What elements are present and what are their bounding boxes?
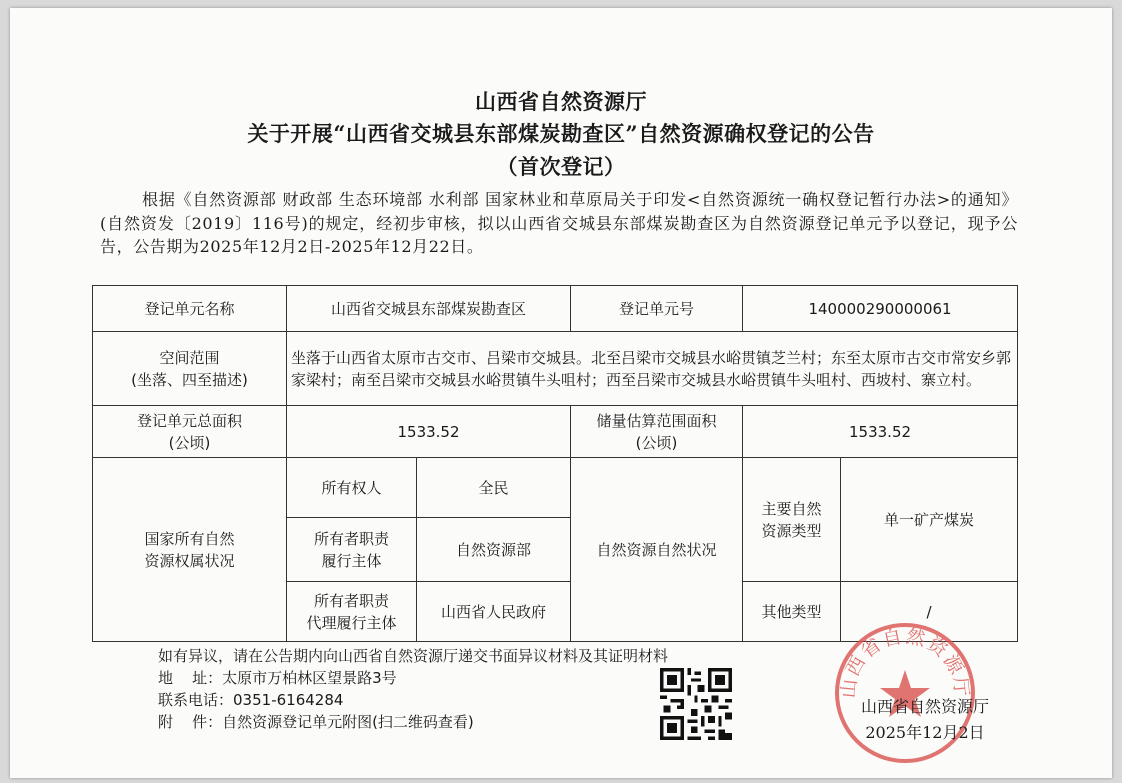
reserve-area-label-line1: 储量估算范围面积 (596, 411, 717, 430)
phone-label: 联系电话： (158, 691, 234, 709)
notice-title: 关于开展“山西省交城县东部煤炭勘查区”自然资源确权登记的公告 (247, 121, 875, 146)
duty-value: 自然资源部 (417, 518, 571, 582)
signature-org: 山西省自然资源厅 (860, 697, 989, 716)
notice-footer (158, 645, 668, 733)
duty-label (287, 518, 417, 582)
address-value: 太原市万柏林区望景路3号 (222, 669, 397, 687)
registration-table (92, 285, 1018, 642)
main-type-value: 单一矿产煤炭 (841, 458, 1018, 582)
duty-label-line2: 履行主体 (321, 551, 382, 570)
signature-date: 2025年12月2日 (865, 723, 985, 742)
scope-label (93, 332, 287, 406)
address-line (158, 667, 668, 689)
issuer-title: 山西省自然资源厅 (475, 89, 647, 114)
scope-label-line2: (坐落、四至描述) (131, 370, 248, 389)
total-area-value: 1533.52 (287, 406, 571, 458)
agent-value: 山西省人民政府 (417, 582, 571, 642)
svg-text:山西省自然资源厅: 山西省自然资源厅 (837, 625, 973, 700)
ownership-label-line1: 国家所有自然 (144, 529, 235, 548)
main-type-label-line2: 资源类型 (761, 521, 822, 540)
phone-value: 0351-6164284 (233, 691, 344, 709)
unit-name-value: 山西省交城县东部煤炭勘查区 (287, 286, 571, 332)
unit-name-label: 登记单元名称 (93, 286, 287, 332)
attachment-value: 自然资源登记单元附图(扫二维码查看) (222, 713, 474, 731)
owner-value: 全民 (417, 458, 571, 518)
unit-no-label: 登记单元号 (571, 286, 743, 332)
duty-label-line1: 所有者职责 (313, 529, 389, 548)
scope-label-line1: 空间范围 (159, 348, 220, 367)
notice-subtitle: （首次登记） (496, 154, 626, 179)
reserve-area-label-line2: (公顷) (635, 433, 678, 452)
other-type-value: / (841, 582, 1018, 642)
intro-paragraph: 根据《自然资源部 财政部 生态环境部 水利部 国家林业和草原局关于印发<自然资源统一确权登记暂行办法>的通知》(自然资发〔2019〕116号)的规定，经初步审核，拟以山西省交城县东部煤炭勘查区为自然资源登记单元予以登记，现予公告，公告期为2025年12月2日-2025年12月22日。 (100, 190, 1018, 256)
signature-block (845, 694, 1005, 746)
natural-status-label: 自然资源自然状况 (571, 458, 743, 642)
total-area-label-line1: 登记单元总面积 (136, 411, 242, 430)
ownership-label (93, 458, 287, 642)
agent-label-line2: 代理履行主体 (306, 613, 397, 632)
agent-label-line1: 所有者职责 (313, 591, 389, 610)
attachment-label: 附 件： (158, 713, 223, 731)
total-area-label-line2: (公顷) (168, 433, 211, 452)
scope-value: 坐落于山西省太原市古交市、吕梁市交城县。北至吕梁市交城县水峪贯镇芝兰村；东至太原市古交市常安乡郭家梁村；南至吕梁市交城县水峪贯镇牛头咀村；西至吕梁市交城县水峪贯镇牛头咀村、西坡村、寨立村。 (287, 332, 1018, 406)
owner-label: 所有权人 (287, 458, 417, 518)
other-type-label: 其他类型 (743, 582, 841, 642)
main-type-label-line1: 主要自然 (761, 499, 822, 518)
reserve-area-value: 1533.52 (743, 406, 1018, 458)
qr-code-icon[interactable] (660, 668, 732, 740)
agent-label (287, 582, 417, 642)
reserve-area-label (571, 406, 743, 458)
phone-line (158, 689, 668, 711)
main-type-label (743, 458, 841, 582)
address-label: 地 址： (158, 669, 223, 687)
total-area-label (93, 406, 287, 458)
attachment-line (158, 711, 668, 733)
ownership-label-line2: 资源权属状况 (144, 551, 235, 570)
unit-no-value: 140000290000061 (743, 286, 1018, 332)
objection-note: 如有异议，请在公告期内向山西省自然资源厅递交书面异议材料及其证明材料 (158, 647, 669, 665)
